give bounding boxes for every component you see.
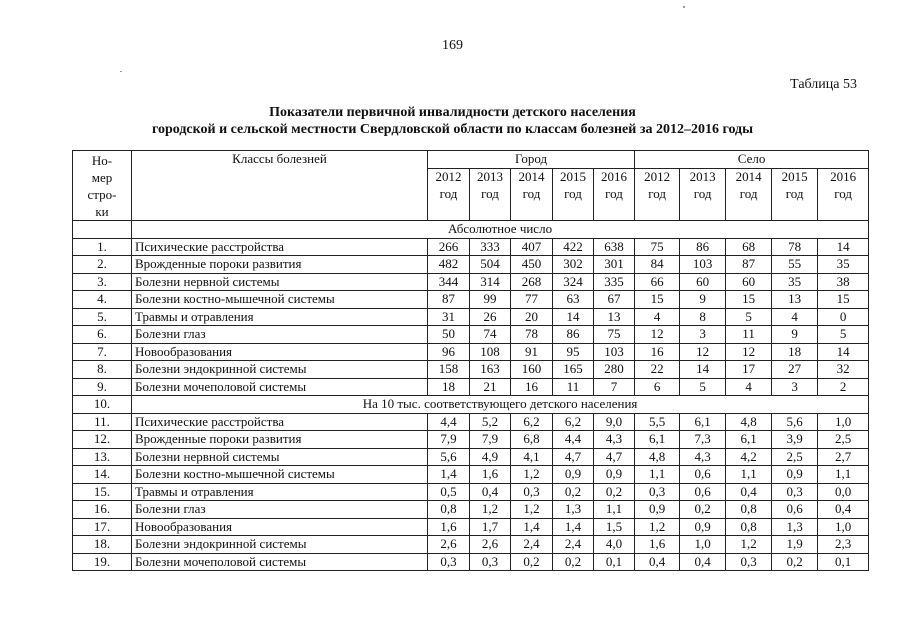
row-number-header-line: мер bbox=[91, 170, 113, 185]
disease-class: Болезни глаз bbox=[132, 501, 428, 519]
city-value: 13 bbox=[594, 308, 635, 326]
city-value: 7,9 bbox=[428, 431, 470, 449]
row-number: 9. bbox=[73, 378, 132, 396]
city-value: 4,7 bbox=[553, 448, 594, 466]
section-title: Абсолютное число bbox=[132, 221, 869, 239]
village-value: 27 bbox=[772, 361, 818, 379]
village-value: 1,1 bbox=[818, 466, 869, 484]
village-value: 15 bbox=[818, 291, 869, 309]
village-value: 6,1 bbox=[680, 413, 726, 431]
city-value: 5,6 bbox=[428, 448, 470, 466]
city-value: 16 bbox=[511, 378, 553, 396]
village-value: 0,4 bbox=[818, 501, 869, 519]
row-number-header-line: Но- bbox=[91, 153, 113, 168]
village-value: 4,2 bbox=[726, 448, 772, 466]
village-value: 5 bbox=[818, 326, 869, 344]
table-row bbox=[73, 378, 869, 396]
village-value: 22 bbox=[635, 361, 680, 379]
city-value: 422 bbox=[553, 238, 594, 256]
table-row bbox=[73, 326, 869, 344]
village-value: 2,7 bbox=[818, 448, 869, 466]
year-unit: год bbox=[439, 185, 458, 201]
village-value: 2,5 bbox=[818, 431, 869, 449]
city-value: 11 bbox=[553, 378, 594, 396]
village-value: 1,9 bbox=[772, 536, 818, 554]
city-value: 0,3 bbox=[511, 483, 553, 501]
city-value: 91 bbox=[511, 343, 553, 361]
village-value: 1,6 bbox=[635, 536, 680, 554]
city-value: 1,2 bbox=[470, 501, 511, 519]
disease-class: Травмы и отравления bbox=[132, 308, 428, 326]
title-line-1: Показатели первичной инвалидности детского населения bbox=[269, 105, 636, 120]
year-value: 2016 bbox=[601, 169, 628, 185]
table-row bbox=[73, 238, 869, 256]
section-header-row bbox=[73, 396, 869, 414]
village-value: 1,1 bbox=[726, 466, 772, 484]
disease-class: Болезни костно-мышечной системы bbox=[132, 291, 428, 309]
village-header: Село bbox=[635, 151, 869, 169]
year-header bbox=[818, 169, 869, 221]
city-value: 77 bbox=[511, 291, 553, 309]
city-value: 165 bbox=[553, 361, 594, 379]
row-number: 1. bbox=[73, 238, 132, 256]
village-value: 5,5 bbox=[635, 413, 680, 431]
year-header bbox=[635, 169, 680, 221]
city-value: 50 bbox=[428, 326, 470, 344]
header-row-groups bbox=[73, 151, 869, 169]
city-value: 6,2 bbox=[511, 413, 553, 431]
table-row bbox=[73, 536, 869, 554]
year-value: 2016 bbox=[830, 169, 857, 185]
village-value: 12 bbox=[680, 343, 726, 361]
village-value: 13 bbox=[772, 291, 818, 309]
disease-class: Врожденные пороки развития bbox=[132, 256, 428, 274]
year-header bbox=[511, 169, 553, 221]
village-value: 5 bbox=[726, 308, 772, 326]
village-value: 0,4 bbox=[680, 553, 726, 571]
section-header-row bbox=[73, 221, 869, 239]
village-value: 35 bbox=[818, 256, 869, 274]
city-value: 99 bbox=[470, 291, 511, 309]
city-value: 0,2 bbox=[511, 553, 553, 571]
village-value: 8 bbox=[680, 308, 726, 326]
city-value: 0,3 bbox=[428, 553, 470, 571]
city-value: 0,5 bbox=[428, 483, 470, 501]
year-header bbox=[470, 169, 511, 221]
village-value: 6,1 bbox=[726, 431, 772, 449]
city-value: 20 bbox=[511, 308, 553, 326]
village-value: 2,3 bbox=[818, 536, 869, 554]
city-value: 0,2 bbox=[594, 483, 635, 501]
table-row bbox=[73, 256, 869, 274]
village-value: 0,0 bbox=[818, 483, 869, 501]
city-value: 0,8 bbox=[428, 501, 470, 519]
village-value: 0,6 bbox=[680, 483, 726, 501]
city-value: 4,0 bbox=[594, 536, 635, 554]
village-value: 78 bbox=[772, 238, 818, 256]
village-value: 15 bbox=[635, 291, 680, 309]
table-row bbox=[73, 448, 869, 466]
disease-class: Болезни мочеполовой системы bbox=[132, 553, 428, 571]
city-value: 4,9 bbox=[470, 448, 511, 466]
year-value: 2015 bbox=[781, 169, 808, 185]
disease-class: Новообразования bbox=[132, 518, 428, 536]
village-value: 87 bbox=[726, 256, 772, 274]
city-value: 4,4 bbox=[428, 413, 470, 431]
village-value: 4,8 bbox=[635, 448, 680, 466]
city-value: 2,6 bbox=[470, 536, 511, 554]
city-value: 2,4 bbox=[553, 536, 594, 554]
village-value: 0,1 bbox=[818, 553, 869, 571]
city-value: 158 bbox=[428, 361, 470, 379]
village-value: 14 bbox=[680, 361, 726, 379]
village-value: 1,0 bbox=[818, 413, 869, 431]
city-value: 4,1 bbox=[511, 448, 553, 466]
village-value: 2 bbox=[818, 378, 869, 396]
village-value: 0,9 bbox=[635, 501, 680, 519]
row-number: 5. bbox=[73, 308, 132, 326]
row-number-header-line: ки bbox=[95, 204, 109, 219]
city-value: 482 bbox=[428, 256, 470, 274]
disease-class: Болезни мочеполовой системы bbox=[132, 378, 428, 396]
village-value: 5,6 bbox=[772, 413, 818, 431]
city-value: 1,4 bbox=[511, 518, 553, 536]
village-value: 4,8 bbox=[726, 413, 772, 431]
table-row bbox=[73, 466, 869, 484]
city-value: 0,2 bbox=[553, 553, 594, 571]
row-number-header bbox=[73, 151, 132, 221]
city-value: 6,8 bbox=[511, 431, 553, 449]
disease-class: Травмы и отравления bbox=[132, 483, 428, 501]
city-value: 1,6 bbox=[470, 466, 511, 484]
city-value: 504 bbox=[470, 256, 511, 274]
city-value: 103 bbox=[594, 343, 635, 361]
disease-class: Новообразования bbox=[132, 343, 428, 361]
village-value: 0,4 bbox=[726, 483, 772, 501]
classes-header: Классы болезней bbox=[132, 151, 428, 221]
village-value: 4 bbox=[635, 308, 680, 326]
village-value: 15 bbox=[726, 291, 772, 309]
disease-class: Болезни нервной системы bbox=[132, 448, 428, 466]
city-value: 1,1 bbox=[594, 501, 635, 519]
table-row bbox=[73, 483, 869, 501]
village-value: 14 bbox=[818, 238, 869, 256]
year-header bbox=[594, 169, 635, 221]
row-number: 4. bbox=[73, 291, 132, 309]
city-value: 21 bbox=[470, 378, 511, 396]
city-value: 75 bbox=[594, 326, 635, 344]
village-value: 0,2 bbox=[680, 501, 726, 519]
row-number: 13. bbox=[73, 448, 132, 466]
village-value: 32 bbox=[818, 361, 869, 379]
disease-class: Психические расстройства bbox=[132, 413, 428, 431]
village-value: 60 bbox=[680, 273, 726, 291]
city-value: 9,0 bbox=[594, 413, 635, 431]
village-value: 12 bbox=[726, 343, 772, 361]
table-row bbox=[73, 343, 869, 361]
scan-speck bbox=[120, 71, 122, 72]
city-value: 266 bbox=[428, 238, 470, 256]
village-value: 4 bbox=[726, 378, 772, 396]
city-value: 67 bbox=[594, 291, 635, 309]
city-value: 163 bbox=[470, 361, 511, 379]
section-title: На 10 тыс. соответствующего детского населения bbox=[132, 396, 869, 414]
city-value: 1,2 bbox=[511, 501, 553, 519]
village-value: 0 bbox=[818, 308, 869, 326]
table-row bbox=[73, 553, 869, 571]
city-value: 301 bbox=[594, 256, 635, 274]
disease-class: Врожденные пороки развития bbox=[132, 431, 428, 449]
city-value: 86 bbox=[553, 326, 594, 344]
disease-class: Болезни глаз bbox=[132, 326, 428, 344]
row-number: 8. bbox=[73, 361, 132, 379]
year-header bbox=[772, 169, 818, 221]
row-number: 17. bbox=[73, 518, 132, 536]
city-value: 0,9 bbox=[553, 466, 594, 484]
table-title bbox=[0, 104, 905, 138]
row-number: 16. bbox=[73, 501, 132, 519]
village-value: 1,3 bbox=[772, 518, 818, 536]
village-value: 1,1 bbox=[635, 466, 680, 484]
year-value: 2015 bbox=[560, 169, 586, 185]
row-number-header-line: стро- bbox=[87, 187, 117, 202]
village-value: 6 bbox=[635, 378, 680, 396]
row-number: 2. bbox=[73, 256, 132, 274]
row-number: 18. bbox=[73, 536, 132, 554]
disease-class: Болезни костно-мышечной системы bbox=[132, 466, 428, 484]
disease-class: Психические расстройства bbox=[132, 238, 428, 256]
city-value: 638 bbox=[594, 238, 635, 256]
disease-class: Болезни эндокринной системы bbox=[132, 536, 428, 554]
city-value: 96 bbox=[428, 343, 470, 361]
row-number: 14. bbox=[73, 466, 132, 484]
village-value: 1,0 bbox=[818, 518, 869, 536]
village-value: 0,6 bbox=[680, 466, 726, 484]
year-unit: год bbox=[834, 185, 852, 201]
year-value: 2013 bbox=[477, 169, 503, 185]
page-number: 169 bbox=[442, 38, 463, 53]
city-value: 108 bbox=[470, 343, 511, 361]
village-value: 66 bbox=[635, 273, 680, 291]
village-value: 0,9 bbox=[680, 518, 726, 536]
village-value: 18 bbox=[772, 343, 818, 361]
city-value: 14 bbox=[553, 308, 594, 326]
city-value: 333 bbox=[470, 238, 511, 256]
village-value: 0,2 bbox=[772, 553, 818, 571]
village-value: 1,2 bbox=[635, 518, 680, 536]
city-value: 2,4 bbox=[511, 536, 553, 554]
city-value: 1,4 bbox=[553, 518, 594, 536]
year-unit: год bbox=[605, 185, 623, 201]
village-value: 0,4 bbox=[635, 553, 680, 571]
city-value: 26 bbox=[470, 308, 511, 326]
year-value: 2012 bbox=[435, 169, 462, 185]
table-row bbox=[73, 501, 869, 519]
village-value: 60 bbox=[726, 273, 772, 291]
city-value: 0,4 bbox=[470, 483, 511, 501]
village-value: 2,5 bbox=[772, 448, 818, 466]
city-value: 7,9 bbox=[470, 431, 511, 449]
city-value: 1,4 bbox=[428, 466, 470, 484]
disease-class: Болезни нервной системы bbox=[132, 273, 428, 291]
village-value: 38 bbox=[818, 273, 869, 291]
city-value: 4,3 bbox=[594, 431, 635, 449]
year-value: 2014 bbox=[735, 169, 762, 185]
village-value: 0,3 bbox=[726, 553, 772, 571]
city-value: 63 bbox=[553, 291, 594, 309]
city-value: 87 bbox=[428, 291, 470, 309]
year-unit: год bbox=[693, 185, 712, 201]
village-value: 3 bbox=[772, 378, 818, 396]
table-row bbox=[73, 291, 869, 309]
village-value: 0,8 bbox=[726, 501, 772, 519]
table-body bbox=[73, 221, 869, 571]
city-value: 95 bbox=[553, 343, 594, 361]
city-value: 160 bbox=[511, 361, 553, 379]
row-number: 7. bbox=[73, 343, 132, 361]
city-value: 407 bbox=[511, 238, 553, 256]
city-value: 78 bbox=[511, 326, 553, 344]
row-number bbox=[73, 221, 132, 239]
year-unit: год bbox=[648, 185, 666, 201]
village-value: 84 bbox=[635, 256, 680, 274]
row-number: 19. bbox=[73, 553, 132, 571]
title-line-2: городской и сельской местности Свердловской области по классам болезней за 2012–2016 годы bbox=[151, 122, 754, 137]
city-value: 1,2 bbox=[511, 466, 553, 484]
table-label: Таблица 53 bbox=[790, 77, 857, 92]
village-value: 3,9 bbox=[772, 431, 818, 449]
city-value: 1,3 bbox=[553, 501, 594, 519]
year-header bbox=[553, 169, 594, 221]
city-value: 302 bbox=[553, 256, 594, 274]
village-value: 11 bbox=[726, 326, 772, 344]
village-value: 5 bbox=[680, 378, 726, 396]
table-row bbox=[73, 413, 869, 431]
year-unit: год bbox=[522, 185, 541, 201]
city-value: 0,1 bbox=[594, 553, 635, 571]
city-value: 335 bbox=[594, 273, 635, 291]
city-value: 280 bbox=[594, 361, 635, 379]
village-value: 0,3 bbox=[635, 483, 680, 501]
year-header bbox=[428, 169, 470, 221]
city-value: 0,3 bbox=[470, 553, 511, 571]
village-value: 0,9 bbox=[772, 466, 818, 484]
village-value: 103 bbox=[680, 256, 726, 274]
city-value: 31 bbox=[428, 308, 470, 326]
city-value: 4,7 bbox=[594, 448, 635, 466]
table-row bbox=[73, 273, 869, 291]
village-value: 1,2 bbox=[726, 536, 772, 554]
village-value: 3 bbox=[680, 326, 726, 344]
table-row bbox=[73, 518, 869, 536]
row-number: 3. bbox=[73, 273, 132, 291]
disability-table bbox=[72, 150, 869, 571]
year-header bbox=[680, 169, 726, 221]
village-value: 9 bbox=[772, 326, 818, 344]
city-value: 1,5 bbox=[594, 518, 635, 536]
city-value: 450 bbox=[511, 256, 553, 274]
village-value: 4 bbox=[772, 308, 818, 326]
village-value: 35 bbox=[772, 273, 818, 291]
row-number: 12. bbox=[73, 431, 132, 449]
city-value: 7 bbox=[594, 378, 635, 396]
city-value: 268 bbox=[511, 273, 553, 291]
village-value: 0,8 bbox=[726, 518, 772, 536]
year-value: 2014 bbox=[518, 169, 545, 185]
year-unit: год bbox=[481, 185, 499, 201]
village-value: 16 bbox=[635, 343, 680, 361]
city-value: 6,2 bbox=[553, 413, 594, 431]
city-value: 1,7 bbox=[470, 518, 511, 536]
city-value: 0,2 bbox=[553, 483, 594, 501]
row-number: 11. bbox=[73, 413, 132, 431]
village-value: 9 bbox=[680, 291, 726, 309]
year-value: 2013 bbox=[689, 169, 716, 185]
village-value: 75 bbox=[635, 238, 680, 256]
year-unit: год bbox=[564, 185, 582, 201]
village-value: 68 bbox=[726, 238, 772, 256]
year-unit: год bbox=[785, 185, 804, 201]
city-value: 314 bbox=[470, 273, 511, 291]
city-header: Город bbox=[428, 151, 635, 169]
city-value: 4,4 bbox=[553, 431, 594, 449]
table-row bbox=[73, 308, 869, 326]
village-value: 55 bbox=[772, 256, 818, 274]
village-value: 0,3 bbox=[772, 483, 818, 501]
village-value: 1,0 bbox=[680, 536, 726, 554]
row-number: 6. bbox=[73, 326, 132, 344]
disease-class: Болезни эндокринной системы bbox=[132, 361, 428, 379]
village-value: 12 bbox=[635, 326, 680, 344]
city-value: 344 bbox=[428, 273, 470, 291]
row-number: 15. bbox=[73, 483, 132, 501]
village-value: 17 bbox=[726, 361, 772, 379]
village-value: 14 bbox=[818, 343, 869, 361]
scan-speck bbox=[683, 6, 685, 8]
city-value: 324 bbox=[553, 273, 594, 291]
row-number: 10. bbox=[73, 396, 132, 414]
year-value: 2012 bbox=[644, 169, 671, 185]
year-unit: год bbox=[739, 185, 758, 201]
city-value: 2,6 bbox=[428, 536, 470, 554]
city-value: 0,9 bbox=[594, 466, 635, 484]
village-value: 6,1 bbox=[635, 431, 680, 449]
city-value: 1,6 bbox=[428, 518, 470, 536]
year-header bbox=[726, 169, 772, 221]
city-value: 74 bbox=[470, 326, 511, 344]
table-row bbox=[73, 361, 869, 379]
table-row bbox=[73, 431, 869, 449]
city-value: 18 bbox=[428, 378, 470, 396]
village-value: 86 bbox=[680, 238, 726, 256]
village-value: 7,3 bbox=[680, 431, 726, 449]
village-value: 0,6 bbox=[772, 501, 818, 519]
village-value: 4,3 bbox=[680, 448, 726, 466]
city-value: 5,2 bbox=[470, 413, 511, 431]
